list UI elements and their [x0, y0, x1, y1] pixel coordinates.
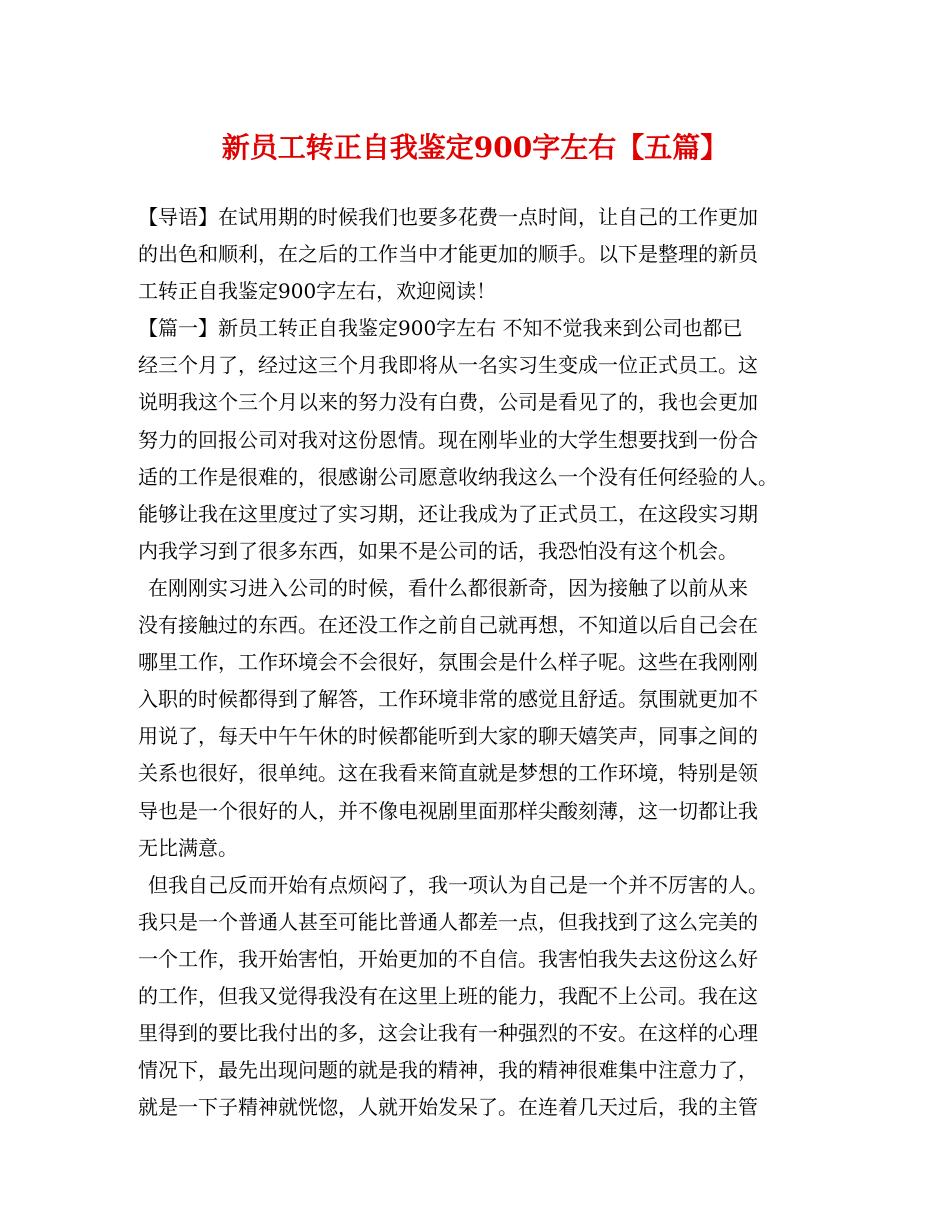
- text-line: 的工作，但我又觉得我没有在这里上班的能力，我配不上公司。我在这: [138, 983, 758, 1008]
- document-title: 新员工转正自我鉴定900字左右【五篇】: [221, 131, 729, 164]
- text-line: 关系也很好，很单纯。这在我看来简直就是梦想的工作环境，特别是领: [138, 761, 758, 786]
- text-line: 经三个月了，经过这三个月我即将从一名实习生变成一位正式员工。这: [138, 353, 758, 378]
- text-line: 的出色和顺利，在之后的工作当中才能更加的顺手。以下是整理的新员: [138, 242, 758, 267]
- text-line: 用说了，每天中午午休的时候都能听到大家的聊天嬉笑声，同事之间的: [138, 724, 758, 749]
- text-line: 工转正自我鉴定900字左右，欢迎阅读！: [138, 279, 497, 304]
- text-line: 我只是一个普通人甚至可能比普通人都差一点，但我找到了这么完美的: [138, 909, 758, 934]
- text-line: 一个工作，我开始害怕，开始更加的不自信。我害怕我失去这份这么好: [138, 946, 758, 971]
- text-line: 入职的时候都得到了解答，工作环境非常的感觉且舒适。氛围就更加不: [138, 687, 758, 712]
- text-line: 能够让我在这里度过了实习期，还让我成为了正式员工，在这段实习期: [138, 501, 758, 526]
- text-line: 哪里工作，工作环境会不会很好，氛围会是什么样子呢。这些在我刚刚: [138, 650, 758, 675]
- text-line: 说明我这个三个月以来的努力没有白费，公司是看见了的，我也会更加: [138, 390, 758, 415]
- text-line: 无比满意。: [138, 835, 238, 860]
- document-body: [138, 199, 828, 1126]
- text-line: 适的工作是很难的，很感谢公司愿意收纳我这么一个没有任何经验的人。: [138, 464, 778, 489]
- text-line: 导也是一个很好的人，并不像电视剧里面那样尖酸刻薄，这一切都让我: [138, 798, 758, 823]
- text-line: 在刚刚实习进入公司的时候，看什么都很新奇，因为接触了以前从来: [148, 575, 748, 600]
- text-line: 内我学习到了很多东西，如果不是公司的话，我恐怕没有这个机会。: [138, 538, 738, 563]
- text-line: 但我自己反而开始有点烦闷了，我一项认为自己是一个并不厉害的人。: [148, 872, 768, 897]
- text-line: 没有接触过的东西。在还没工作之前自己就再想，不知道以后自己会在: [138, 613, 758, 638]
- text-line: 努力的回报公司对我对这份恩情。现在刚毕业的大学生想要找到一份合: [138, 427, 758, 452]
- text-line: 里得到的要比我付出的多，这会让我有一种强烈的不安。在这样的心理: [138, 1021, 758, 1046]
- text-line: 情况下，最先出现问题的就是我的精神，我的精神很难集中注意力了，: [138, 1058, 758, 1083]
- text-line: 【导语】在试用期的时候我们也要多花费一点时间，让自己的工作更加: [138, 205, 758, 229]
- text-line: 就是一下子精神就恍惚，人就开始发呆了。在连着几天过后，我的主管: [138, 1095, 758, 1120]
- text-line: 【篇一】新员工转正自我鉴定900字左右 不知不觉我来到公司也都已: [138, 316, 743, 341]
